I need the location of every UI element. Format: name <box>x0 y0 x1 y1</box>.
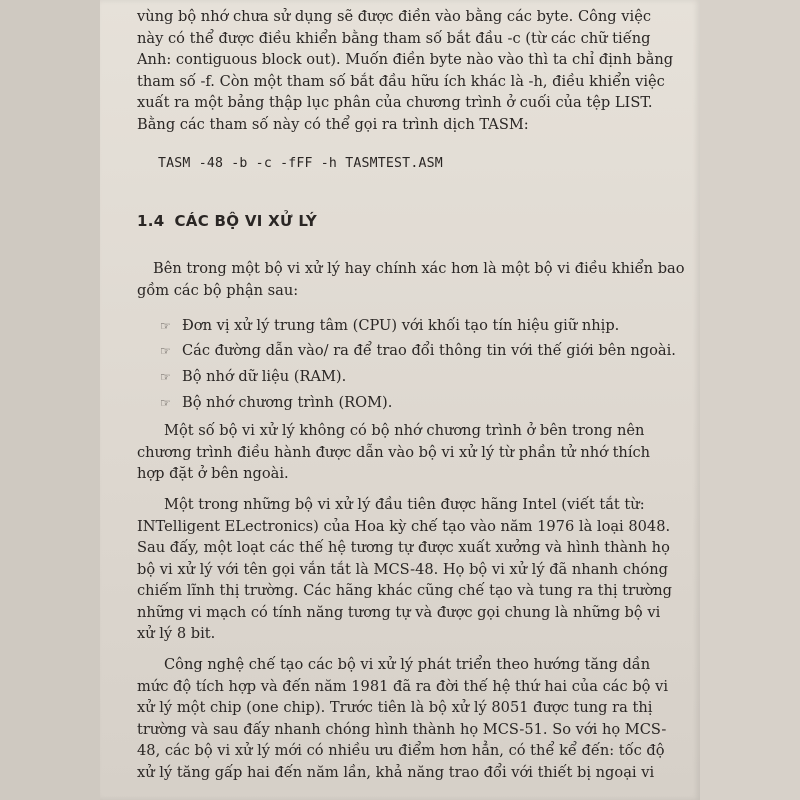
list-item <box>160 366 346 389</box>
text-line: xử lý tăng gấp hai đến năm lần, khả năng trao đổi với thiết bị ngoại vi <box>137 763 655 781</box>
section-title: CÁC BỘ VI XỬ LÝ <box>174 212 318 230</box>
text-line: chương trình điều hành được dẫn vào bộ vi xử lý từ phần tử nhớ thích <box>137 443 651 461</box>
text-line: hợp đặt ở bên ngoài. <box>137 465 289 482</box>
list-item <box>160 392 392 415</box>
pointing-hand-icon: ☞ <box>160 344 171 358</box>
list-item <box>160 315 619 338</box>
background-right <box>700 0 800 800</box>
text-line: mức độ tích hợp và đến năm 1981 đã ra đời thế hệ thứ hai của các bộ vi <box>137 677 668 695</box>
text-line: Sau đấy, một loạt các thế hệ tương tự được xuất xưởng và hình thành họ <box>137 539 670 556</box>
text-line: Bên trong một bộ vi xử lý hay chính xác hơn là một bộ vi điều khiển bao <box>153 260 685 277</box>
text-line: vùng bộ nhớ chưa sử dụng sẽ được điền vào bằng các byte. Công việc <box>137 8 652 25</box>
pointing-hand-icon: ☞ <box>160 396 171 410</box>
code-line: TASM -48 -b -c -fFF -h TASMTEST.ASM <box>158 156 443 171</box>
text-line: những vi mạch có tính năng tương tự và được gọi chung là những bộ vi <box>137 603 661 621</box>
list-item-text: Đơn vị xử lý trung tâm (CPU) với khối tạo tín hiệu giữ nhịp. <box>182 317 620 334</box>
pointing-hand-icon: ☞ <box>160 319 171 333</box>
text-line: Bằng các tham số này có thể gọi ra trình dịch TASM: <box>137 115 529 133</box>
text-line: Một trong những bộ vi xử lý đầu tiên được hãng Intel (viết tắt từ: <box>164 496 645 513</box>
background-left <box>0 0 100 800</box>
text-line: INTelligent ELectronics) của Hoa kỳ chế tạo vào năm 1976 là loại 8048. <box>137 517 671 535</box>
text-line: xử lý 8 bit. <box>137 625 216 642</box>
list-item-text: Các đường dẫn vào/ ra để trao đổi thông tin với thế giới bên ngoài. <box>182 342 676 359</box>
text-line: trường và sau đấy nhanh chóng hình thành họ MCS-51. So với họ MCS- <box>137 720 667 738</box>
text-line: Một số bộ vi xử lý không có bộ nhớ chương trình ở bên trong nên <box>164 422 645 439</box>
paragraph-top <box>137 6 697 135</box>
paragraph-2 <box>137 420 697 485</box>
list-item <box>160 340 676 363</box>
text-line: bộ vi xử lý với tên gọi vắn tắt là MCS-48. Họ bộ vi xử lý đã nhanh chóng <box>137 560 668 578</box>
list-item-text: Bộ nhớ chương trình (ROM). <box>182 394 393 411</box>
text-line: xử lý một chip (one chip). Trước tiên là bộ xử lý 8051 được tung ra thị <box>137 699 653 716</box>
text-line: này có thể được điều khiển bằng tham số bắt đầu -c (từ các chữ tiếng <box>137 29 651 47</box>
list-item-text: Bộ nhớ dữ liệu (RAM). <box>182 368 347 385</box>
text-line: tham số -f. Còn một tham số bắt đầu hữu ích khác là -h, điều khiển việc <box>137 72 665 90</box>
paragraph-3 <box>137 494 697 645</box>
text-line: 48, các bộ vi xử lý mới có nhiều ưu điểm hơn hẳn, có thể kể đến: tốc độ <box>137 742 665 759</box>
text-line: Anh: contiguous block out). Muốn điền byte nào vào thì ta chỉ định bằng <box>137 51 674 68</box>
section-number: 1.4 <box>137 212 165 230</box>
paragraph-intro <box>137 258 697 301</box>
text-line: gồm các bộ phận sau: <box>137 281 299 299</box>
text-line: Công nghệ chế tạo các bộ vi xử lý phát triển theo hướng tăng dần <box>164 656 651 673</box>
text-line: chiếm lĩnh thị trường. Các hãng khác cũng chế tạo và tung ra thị trường <box>137 582 673 599</box>
paragraph-4 <box>137 654 697 783</box>
section-heading <box>137 212 317 230</box>
pointing-hand-icon: ☞ <box>160 370 171 384</box>
text-line: xuất ra một bảng thập lục phân của chương trình ở cuối của tệp LIST. <box>137 94 653 111</box>
